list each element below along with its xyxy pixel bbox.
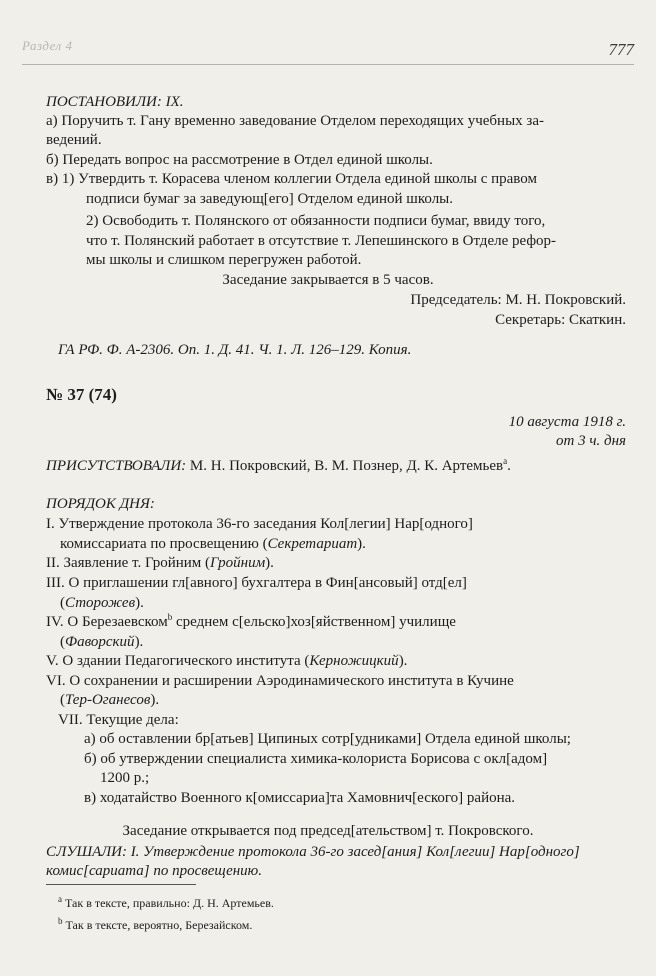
agenda-iv-line2: (Фаворский). [60,634,144,650]
chairman-signature: Председатель: М. Н. Покровский. [410,292,626,308]
agenda-v-text: V. О здании Педагогического института ( [46,653,310,669]
agenda-vii-a: а) об оставлении бр[атьев] Ципиных сотр[удниками] Отдела единой школы; [84,731,571,747]
agenda-iii-line2: (Сторожев). [60,595,144,611]
agenda-vi-line2: (Тер-Оганесов). [60,692,160,708]
decision-b: б) Передать вопрос на рассмотрение в Отдел единой школы. [46,152,433,168]
decision-v2-line2: что т. Полянский работает в отсутствие т. Лепешинского в Отделе рефор- [86,233,557,249]
footnote-ref-a: а [503,456,508,466]
footnote-b-text: Так в тексте, вероятно, Березайском. [65,918,253,932]
agenda-v [46,652,407,671]
footnote-a-text: Так в тексте, правильно: Д. Н. Артемьев. [65,896,274,910]
agenda-v-end: ). [398,653,408,669]
agenda-i-speaker: Секретариат [267,536,358,552]
decision-v1-line2: подписи бумаг за заведующ[его] Отделом единой школы. [86,191,454,207]
present-names: М. Н. Покровский, В. М. Познер, Д. К. Артемьев [186,458,504,474]
agenda-vii: VII. Текущие дела: [58,712,179,728]
footnote-b-mark: b [58,916,63,926]
decision-a-line2: ведений. [46,132,102,148]
agenda-i-line1: I. Утверждение протокола 36-го заседания Кол[легии] Нар[одного] [46,516,473,532]
footnote-ref-b: b [167,612,173,622]
session-opening: Заседание открывается под председ[ательством] т. Покровского. [122,823,534,839]
agenda-iv-speaker: Фаворский [65,634,135,650]
postanovili-label: ПОСТАНОВИЛИ: IX. [46,94,184,110]
slushali-line2: комис[сариата] по просвещению. [46,863,263,879]
decision-v1-line1: в) 1) Утвердить т. Корасева членом коллегии Отдела единой школы с правом [46,171,537,187]
secretary-signature: Секретарь: Скаткин. [495,312,626,328]
present-end: . [507,458,511,474]
agenda-label: ПОРЯДОК ДНЯ: [46,496,155,512]
agenda-iv-text-a: IV. О Березаевском [46,614,168,630]
agenda-v-speaker: Керножицкий [309,653,399,669]
session-closed: Заседание закрывается в 5 часов. [222,272,434,288]
document-time: от 3 ч. дня [556,433,626,449]
present-line [46,457,511,476]
footnote-a [58,896,274,911]
footnote-rule [46,884,196,885]
agenda-vi-line1: VI. О сохранении и расширении Аэродинамического института в Кучине [46,673,514,689]
slushali-label: СЛУШАЛИ: [46,844,127,860]
agenda-iv-text-b: среднем с[ельско]хоз[яйственном] училище [172,614,456,630]
agenda-ii-end: ). [265,555,274,571]
agenda-ii [46,554,274,573]
agenda-vii-b-line2: 1200 р.; [100,770,150,786]
agenda-i-end: ). [357,536,366,552]
agenda-iv-line1 [46,613,456,632]
decision-v2-line3: мы школы и слишком перегружен работой. [86,252,362,268]
agenda-vii-v: в) ходатайство Военного к[омиссариа]та Хамовнич[еского] района. [84,790,516,806]
header-rule [22,64,634,65]
agenda-ii-text: II. Заявление т. Гройним ( [46,555,211,571]
document-date: 10 августа 1918 г. [508,414,626,430]
running-head: Раздел 4 [22,38,73,53]
agenda-i-text: комиссариата по просвещению ( [60,536,268,552]
footnote-b [58,918,252,933]
decision-a-line1: а) Поручить т. Гану временно заведование Отделом переходящих учебных за- [46,113,544,129]
agenda-i-line2 [60,535,366,554]
agenda-ii-speaker: Гройним [210,555,266,571]
page-number: 777 [608,40,634,59]
present-label: ПРИСУТСТВОВАЛИ: [46,458,187,474]
agenda-vii-b-line1: б) об утверждении специалиста химика-колориста Борисова с окл[адом] [84,751,548,767]
archive-source: ГА РФ. Ф. А-2306. Оп. 1. Д. 41. Ч. 1. Л. 126–129. Копия. [58,342,412,358]
document-number: № 37 (74) [46,385,117,404]
agenda-iii-speaker: Сторожев [65,595,136,611]
slushali-line1 [46,843,580,862]
slushali-text-1: I. Утверждение протокола 36-го засед[ания] Кол[легии] Нар[одного] [130,844,580,860]
footnote-a-mark: а [58,894,62,904]
agenda-iii-line1: III. О приглашении гл[авного] бухгалтера в Фин[ансовый] отд[ел] [46,575,467,591]
agenda-vi-speaker: Тер-Оганесов [65,692,151,708]
decision-v2-line1: 2) Освободить т. Полянского от обязанности подписи бумаг, ввиду того, [86,213,546,229]
